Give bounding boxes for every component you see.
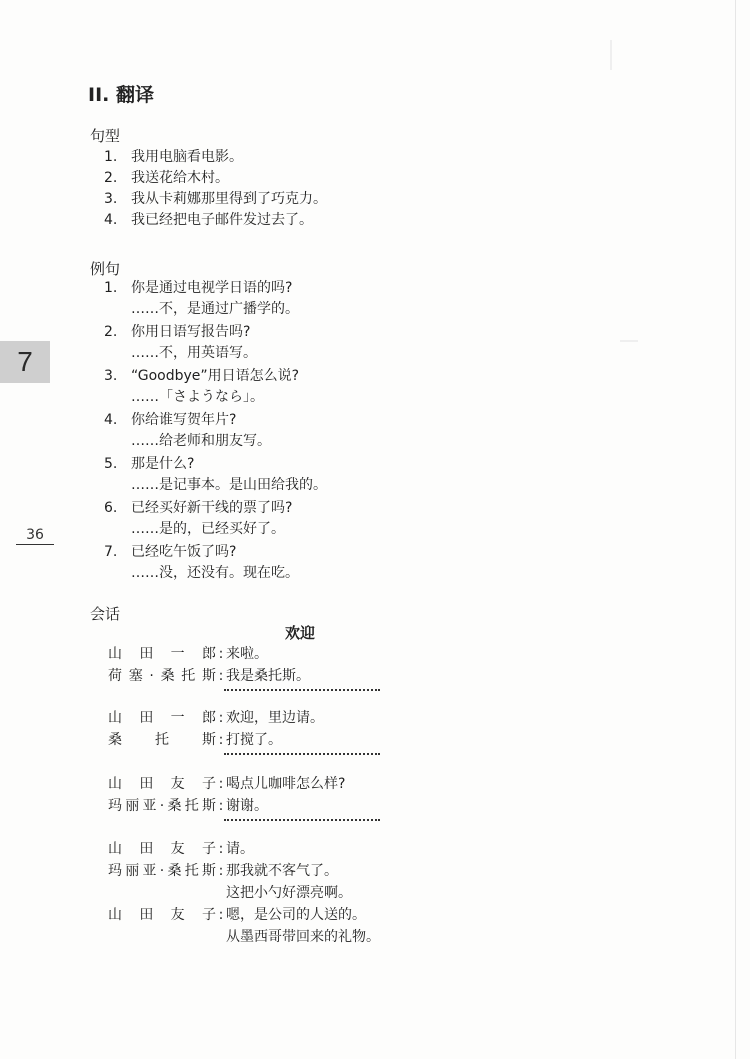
speaker-name: 玛 丽 亚 · 桑 托 斯: [108, 798, 216, 814]
example-question: 那是什么?: [131, 456, 195, 472]
speaker-name: 山 田 一 郎: [108, 646, 216, 662]
conversation-title: 欢迎: [284, 624, 315, 642]
example-question: 你是通过电视学日语的吗?: [131, 280, 293, 296]
dialog-text: 欢迎，里边请。: [226, 710, 324, 726]
page-edge-line: [735, 0, 736, 1059]
example-question: 已经吃午饭了吗?: [131, 544, 237, 560]
bleed-mark: [610, 40, 612, 70]
example-answer: ……「さようなら」。: [131, 389, 264, 405]
speaker-colon: :: [218, 776, 224, 792]
dialog-text: 来啦。: [226, 646, 268, 662]
dialog-text: 这把小勺好漂亮啊。: [226, 885, 352, 901]
example-answer: ……没，还没有。现在吃。: [131, 565, 299, 581]
speaker-colon: :: [218, 732, 224, 748]
dialog-text: 从墨西哥带回来的礼物。: [226, 929, 380, 945]
item-number: 1.: [104, 280, 118, 296]
item-number: 4.: [104, 412, 118, 428]
examples-label: 例句: [90, 260, 121, 278]
example-question: 你用日语写报告吗?: [131, 324, 251, 340]
dotted-separator: [224, 689, 380, 691]
chapter-tab: 7: [0, 341, 50, 383]
item-text: 我已经把电子邮件发过去了。: [131, 212, 313, 228]
dialog-text: 我是桑托斯。: [226, 668, 310, 684]
item-number: 4.: [104, 212, 118, 228]
speaker-name: 桑 托 斯: [108, 732, 216, 748]
example-answer: ……是的，已经买好了。: [131, 521, 285, 537]
example-answer: ……不，用英语写。: [131, 345, 257, 361]
speaker-colon: :: [218, 907, 224, 923]
speaker-name: 山 田 一 郎: [108, 710, 216, 726]
speaker-name: 山 田 友 子: [108, 776, 216, 792]
conversation-label: 会话: [90, 605, 121, 623]
example-question: 你给谁写贺年片?: [131, 412, 237, 428]
speaker-colon: :: [218, 863, 224, 879]
bleed-mark: [620, 340, 638, 342]
section-title: II. 翻译: [88, 84, 154, 106]
item-text: 我从卡莉娜那里得到了巧克力。: [131, 191, 327, 207]
example-answer: ……是记事本。是山田给我的。: [131, 477, 327, 493]
dialog-text: 谢谢。: [226, 798, 268, 814]
speaker-colon: :: [218, 668, 224, 684]
item-number: 1.: [104, 149, 118, 165]
speaker-name: 山 田 友 子: [108, 907, 216, 923]
page-number: 36: [16, 527, 54, 545]
patterns-label: 句型: [90, 127, 121, 145]
dialog-text: 喝点儿咖啡怎么样?: [226, 776, 346, 792]
item-number: 3.: [104, 191, 118, 207]
item-number: 7.: [104, 544, 118, 560]
item-number: 6.: [104, 500, 118, 516]
example-question: 已经买好新干线的票了吗?: [131, 500, 293, 516]
speaker-name: 玛 丽 亚 · 桑 托 斯: [108, 863, 216, 879]
speaker-name: 荷 塞 · 桑 托 斯: [108, 668, 216, 684]
example-answer: ……给老师和朋友写。: [131, 433, 271, 449]
dotted-separator: [224, 819, 380, 821]
item-number: 5.: [104, 456, 118, 472]
speaker-colon: :: [218, 646, 224, 662]
item-number: 3.: [104, 368, 118, 384]
speaker-colon: :: [218, 710, 224, 726]
speaker-colon: :: [218, 841, 224, 857]
item-number: 2.: [104, 324, 118, 340]
dialog-text: 打搅了。: [226, 732, 282, 748]
dialog-text: 嗯，是公司的人送的。: [226, 907, 366, 923]
dotted-separator: [224, 753, 380, 755]
dialog-text: 那我就不客气了。: [226, 863, 338, 879]
example-answer: ……不，是通过广播学的。: [131, 301, 299, 317]
item-number: 2.: [104, 170, 118, 186]
speaker-name: 山 田 友 子: [108, 841, 216, 857]
speaker-colon: :: [218, 798, 224, 814]
dialog-text: 请。: [226, 841, 254, 857]
item-text: 我送花给木村。: [131, 170, 229, 186]
example-question: “Goodbye”用日语怎么说?: [131, 368, 300, 384]
item-text: 我用电脑看电影。: [131, 149, 243, 165]
